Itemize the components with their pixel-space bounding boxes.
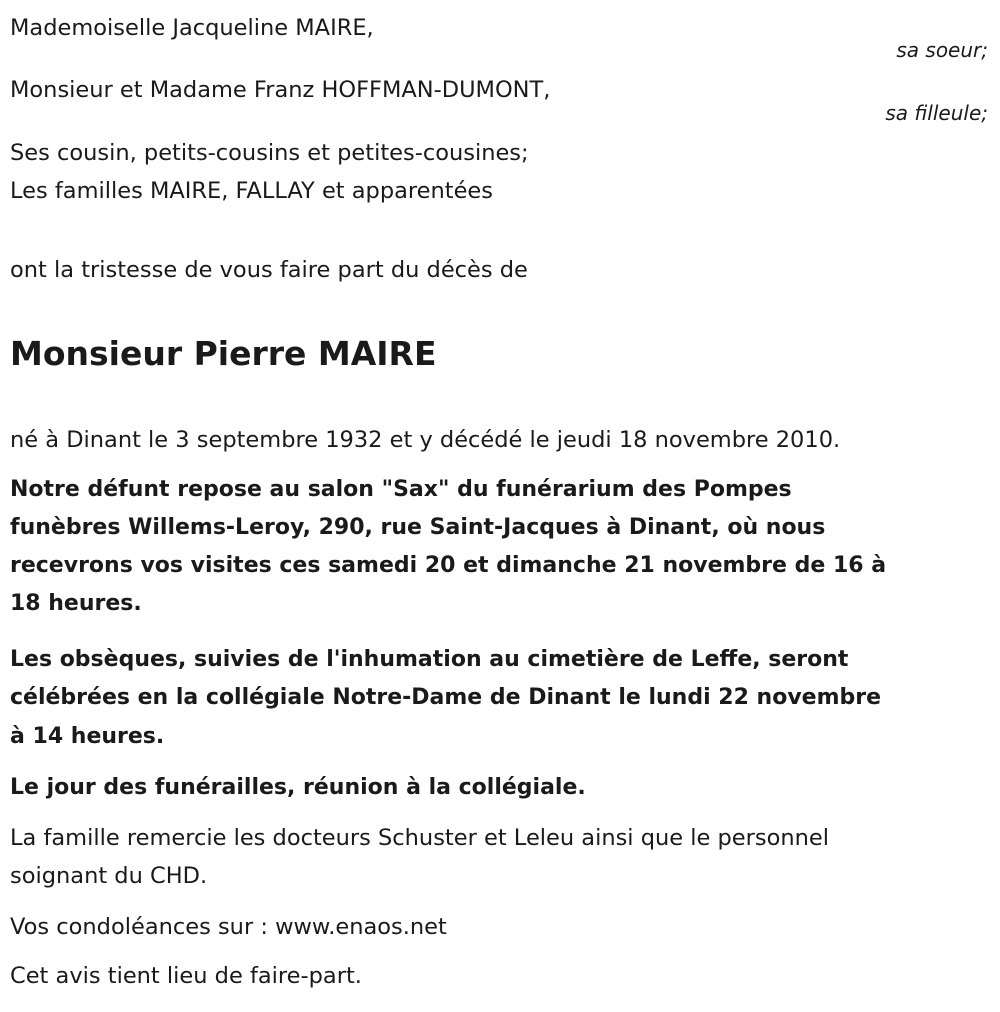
birth-death: né à Dinant le 3 septembre 1932 et y décédé le jeudi 18 novembre 2010. <box>10 427 841 453</box>
meeting: Le jour des funérailles, réunion à la collégiale. <box>10 775 586 800</box>
funeral-line: Les obsèques, suivies de l'inhumation au cimetière de Leffe, seront <box>10 647 849 672</box>
funeral-line: à 14 heures. <box>10 724 165 749</box>
family-line-1: Mademoiselle Jacqueline MAIRE, <box>10 15 374 41</box>
deceased-name: Monsieur Pierre MAIRE <box>10 334 437 373</box>
family-line-4: Les familles MAIRE, FALLAY et apparentées <box>10 178 493 204</box>
visitation-line: Notre défunt repose au salon "Sax" du funérarium des Pompes <box>10 477 792 502</box>
thanks-line: soignant du CHD. <box>10 863 208 889</box>
visitation-line: funèbres Willems-Leroy, 290, rue Saint-Jacques à Dinant, où nous <box>10 515 826 540</box>
closing: Cet avis tient lieu de faire-part. <box>10 963 362 989</box>
announcement: ont la tristesse de vous faire part du décès de <box>10 257 528 283</box>
visitation-line: 18 heures. <box>10 591 142 616</box>
family-line-2: Monsieur et Madame Franz HOFFMAN-DUMONT, <box>10 77 551 103</box>
visitation-line: recevrons vos visites ces samedi 20 et dimanche 21 novembre de 16 à <box>10 553 887 578</box>
relation-goddaughter: sa filleule; <box>885 101 988 125</box>
thanks-line: La famille remercie les docteurs Schuster et Leleu ainsi que le personnel <box>10 825 829 851</box>
condolences: Vos condoléances sur : www.enaos.net <box>10 914 447 940</box>
funeral-line: célébrées en la collégiale Notre-Dame de Dinant le lundi 22 novembre <box>10 685 882 710</box>
family-line-3: Ses cousin, petits-cousins et petites-cousines; <box>10 140 529 166</box>
relation-sister: sa soeur; <box>896 38 988 62</box>
